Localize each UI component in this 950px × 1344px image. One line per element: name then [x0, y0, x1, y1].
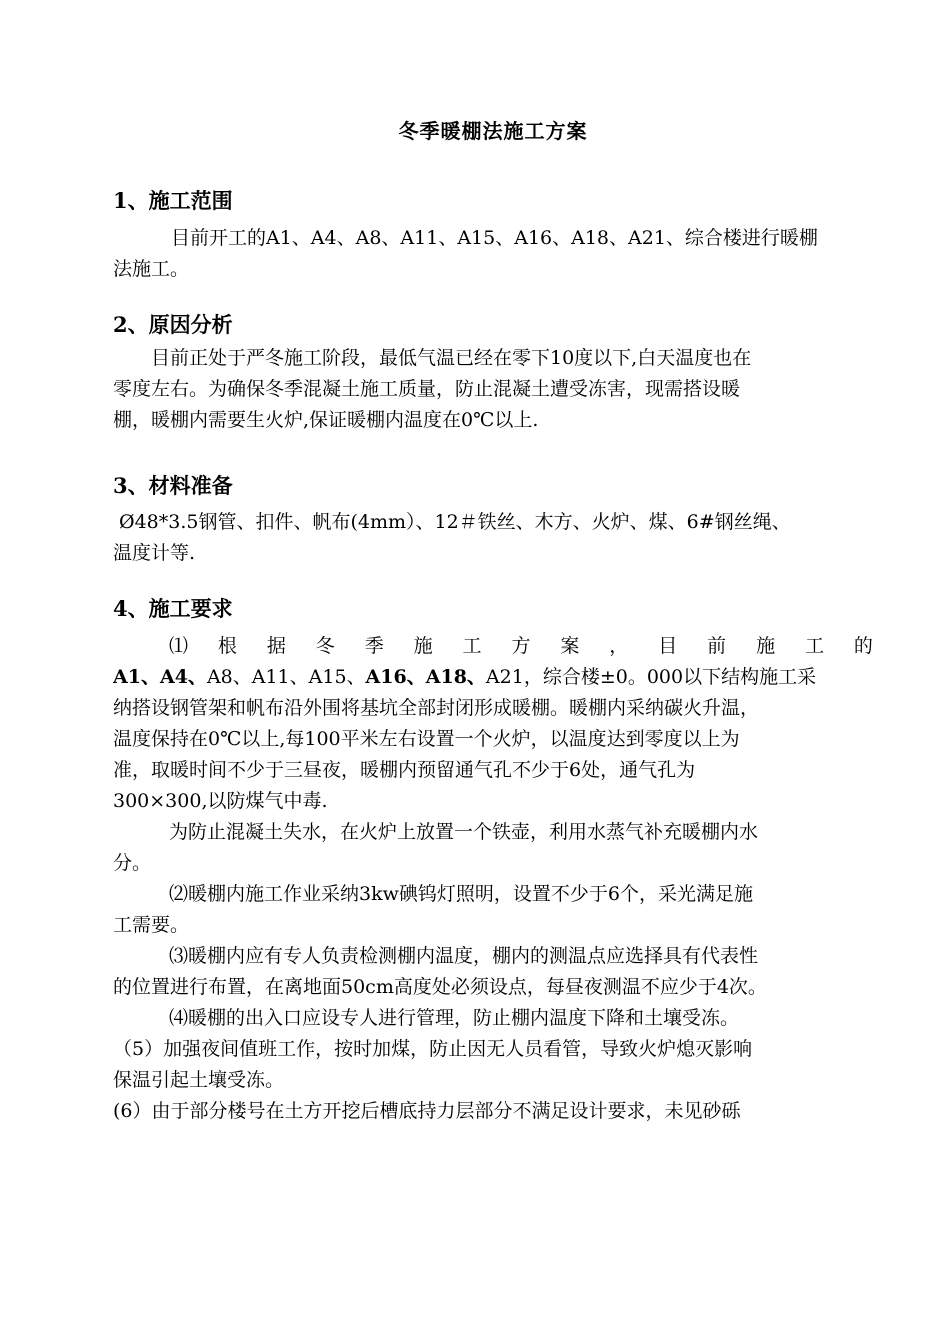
item-1-second-line — [113, 662, 873, 693]
code-list: A8、A11、A15、 — [206, 666, 366, 688]
paragraph-line: 分。 — [113, 852, 152, 874]
bold-code: A1、 — [113, 666, 160, 688]
word: ⑴ — [169, 635, 189, 657]
paragraph-line: 目前开工的A1、A4、A8、A11、A15、A16、A18、A21、综合楼进行暖棚 — [171, 227, 818, 249]
paragraph-line: ⑶暖棚内应有专人负责检测棚内温度，棚内的测温点应选择具有代表性 — [169, 945, 759, 967]
paragraph-line: 目前正处于严冬施工阶段，最低气温已经在零下10度以下,白天温度也在 — [151, 347, 752, 369]
document-title: 冬季暖棚法施工方案 — [398, 119, 588, 143]
paragraph-line: 300×300,以防煤气中毒. — [113, 790, 328, 812]
word: 根 — [217, 635, 237, 657]
document-page — [113, 0, 873, 1344]
section-heading-reason: 2、原因分析 — [113, 312, 233, 337]
word: 前 — [707, 635, 727, 657]
code-list: A21，综合楼±0。000以下结构施工采 — [485, 666, 817, 688]
paragraph-line: 工需要。 — [113, 914, 190, 936]
paragraph-line: ⑵暖棚内施工作业采纳3kw碘钨灯照明，设置不少于6个，采光满足施 — [169, 883, 753, 905]
section-requirements-body — [113, 631, 873, 1127]
word: 方 — [511, 635, 531, 657]
paragraph-line: （5）加强夜间值班工作，按时加煤，防止因无人员看管，导致火炉熄灭影响 — [113, 1038, 753, 1060]
bold-code: A4、 — [159, 666, 207, 688]
section-materials-body — [113, 507, 873, 569]
paragraph-line: Ø48*3.5钢管、扣件、帆布(4mm）、12＃铁丝、木方、火炉、煤、6#钢丝绳、 — [119, 511, 791, 533]
section-reason-body — [113, 343, 873, 436]
word: 案 — [560, 635, 580, 657]
section-heading-materials: 3、材料准备 — [113, 473, 233, 498]
word: 的 — [853, 635, 873, 657]
paragraph-line: ⑷暖棚的出入口应设专人进行管理，防止棚内温度下降和土壤受冻。 — [169, 1007, 740, 1029]
bold-code: A16、 — [365, 666, 426, 688]
paragraph-line: 为防止混凝土失水，在火炉上放置一个铁壶，利用水蒸气补充暖棚内水 — [169, 821, 759, 843]
paragraph-line: 温度保持在0℃以上,每100平米左右设置一个火炉，以温度达到零度以上为 — [113, 728, 740, 750]
paragraph-line: 纳搭设钢管架和帆布沿外围将基坑全部封闭形成暖棚。暖棚内采纳碳火升温， — [113, 697, 760, 719]
paragraph-line: 棚，暖棚内需要生火炉,保证暖棚内温度在0℃以上. — [113, 409, 539, 431]
word: 据 — [266, 635, 286, 657]
paragraph-line: 保温引起土壤受冻。 — [113, 1069, 285, 1091]
paragraph-line: 温度计等. — [113, 542, 196, 564]
item-1-first-line — [113, 631, 873, 662]
word: 目 — [658, 635, 678, 657]
paragraph-line: 零度左右。为确保冬季混凝土施工质量，防止混凝土遭受冻害，现需搭设暖 — [113, 378, 741, 400]
paragraph-line: 法施工。 — [113, 258, 190, 280]
word: ， — [609, 635, 629, 657]
word: 施 — [756, 635, 776, 657]
word: 季 — [364, 635, 384, 657]
word: 工 — [462, 635, 482, 657]
paragraph-line: (6）由于部分楼号在土方开挖后槽底持力层部分不满足设计要求，未见砂砾 — [113, 1100, 741, 1122]
paragraph-line: 的位置进行布置，在离地面50cm高度处必须设点，每昼夜测温不应少于4次。 — [113, 976, 767, 998]
section-heading-scope: 1、施工范围 — [113, 188, 233, 213]
bold-code: A18、 — [425, 666, 486, 688]
section-scope-body — [113, 223, 873, 285]
section-heading-requirements: 4、施工要求 — [113, 596, 233, 621]
word: 施 — [413, 635, 433, 657]
word: 冬 — [315, 635, 335, 657]
word: 工 — [804, 635, 824, 657]
paragraph-line: 准，取暖时间不少于三昼夜，暖棚内预留通气孔不少于6处，通气孔为 — [113, 759, 696, 781]
